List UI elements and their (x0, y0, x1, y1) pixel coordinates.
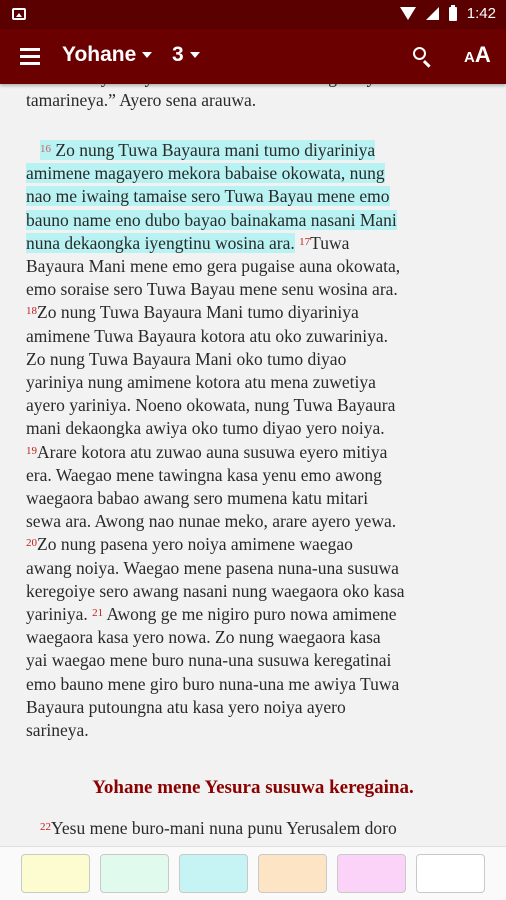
highlight-pink-swatch[interactable] (337, 854, 406, 893)
verse-text[interactable]: Yesu mene buro-mani nuna punu Yerusalem doro (51, 818, 397, 838)
verse-text[interactable]: Awong ge me nigiro puro nowa amimene (106, 604, 397, 625)
verse-text[interactable]: emo bauno mene giro buro nuna-una me awiya Tuwa (26, 673, 400, 694)
wifi-icon (400, 7, 416, 20)
verse-text[interactable]: waegaora kasa yero nowa. Zo nung waegaora kasa (26, 627, 381, 648)
verse-text[interactable]: Tuwa (310, 232, 350, 253)
verse-text[interactable]: Zo nung pasena yero noiya amimene waegao (37, 534, 353, 555)
text-line: tamarineya.” Ayero sena arauwa. (26, 90, 257, 111)
search-icon[interactable] (412, 46, 434, 68)
highlight-cyan-swatch[interactable] (179, 854, 248, 893)
verse-text[interactable]: Bayaura putoungna atu kasa yero noiya ayero (26, 696, 346, 717)
chapter-dropdown-icon (190, 52, 200, 58)
menu-icon[interactable] (20, 48, 40, 64)
verse-text[interactable]: yariniya. (26, 604, 88, 625)
status-time: 1:42 (466, 5, 496, 22)
highlight-clear-swatch[interactable] (416, 854, 485, 893)
verse-number: 21 (92, 607, 104, 620)
verse-text[interactable]: Arare kotora atu zuwao auna susuwa eyero mitiya (37, 441, 388, 462)
app-bar (0, 29, 506, 84)
verse-text[interactable]: waegaora babao awang sero mumena katu mitari (26, 488, 369, 509)
verse-text[interactable]: era. Waegao mene tawingna kasa yenu emo awong (26, 464, 382, 485)
highlight-green-swatch[interactable] (100, 854, 169, 893)
verse-text[interactable]: yai waegao mene buro nuna-una susuwa keregatinai (26, 650, 392, 671)
paragraph (26, 817, 486, 840)
verse-text[interactable]: mani dekaongka awiya oko tumo diyao yero noiya. (26, 418, 385, 439)
verse-text[interactable]: keregoiye sero awang nasani nung waegaora oko kasa (26, 580, 405, 601)
verse-text[interactable]: Zo nung Tuwa Bayaura Mani oko tumo diyao (26, 348, 347, 369)
verse-text[interactable]: ayero yariniya. Noeno okowata, nung Tuwa Bayaura (26, 395, 396, 416)
verse-text[interactable]: sewa ara. Awong nao nunae meko, arare ayero yewa. (26, 511, 397, 532)
verse-text[interactable]: nuna dekaongka iyengtinu wosina ara. (26, 232, 295, 253)
bible-text[interactable] (0, 84, 506, 846)
book-selector[interactable] (62, 43, 152, 67)
cell-signal-icon (426, 7, 439, 20)
chapter-number: 3 (172, 43, 184, 66)
verse-text[interactable]: emo soraise sero Tuwa Bayau mene senu wosina ara. (26, 279, 398, 300)
chapter-selector[interactable] (172, 43, 200, 67)
verse-text[interactable]: Bayaura Mani mene emo gera pugaise auna okowata, (26, 256, 401, 277)
highlight-orange-swatch[interactable] (258, 854, 327, 893)
verse-number: 22 (40, 821, 51, 833)
book-name: Yohane (62, 43, 137, 66)
verse-text[interactable]: Zo nung Tuwa Bayaura mani tumo diyariniya (55, 140, 376, 160)
section-heading: Yohane mene Yesura susuwa keregaina. (92, 777, 414, 798)
verse-text[interactable]: amimene Tuwa Bayaura kotora atu oko zuwariniya. (26, 325, 389, 346)
font-size-button[interactable]: AA (464, 42, 491, 67)
battery-icon (449, 7, 457, 21)
highlight-yellow-swatch[interactable] (21, 854, 90, 893)
status-bar (0, 0, 506, 29)
verse-text[interactable]: yariniya nung amimene kotora atu mena zuwetiya (26, 372, 376, 393)
verse-text[interactable]: sarineya. (26, 720, 89, 741)
book-dropdown-icon (142, 52, 152, 58)
verse-text[interactable]: Zo nung Tuwa Bayaura Mani tumo diyariniya (37, 302, 359, 323)
verse-text[interactable]: awang noiya. Waegao mene pasena nuna-una susuwa (26, 557, 399, 578)
verse-text[interactable]: bauno name eno dubo bayao bainakama nasani Mani (26, 209, 397, 230)
verse-number: 20 (26, 537, 37, 550)
paragraph (26, 139, 486, 742)
verse-number: 18 (26, 305, 37, 318)
verse-number: 19 (26, 444, 37, 457)
verse-text[interactable]: nao me iwaing tamaise sero Tuwa Bayau mene emo (26, 186, 390, 207)
verse-number: 16 (40, 143, 51, 155)
verse-text[interactable]: amimene magayero mekora babaise okowata, nung (26, 163, 385, 184)
verse-number: 17 (299, 235, 311, 248)
highlight-color-bar (0, 846, 506, 900)
image-notification-icon (12, 8, 26, 20)
